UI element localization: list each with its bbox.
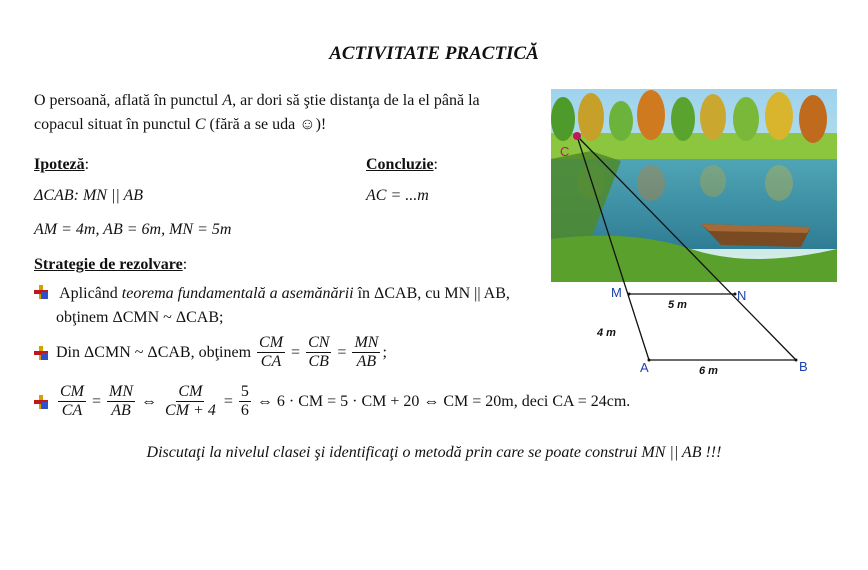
fraction-5-6: $\frac{5}{6}$ (240, 383, 249, 419)
strategy-step-1: Aplicând teorema fundamentală a asemănării în ΔCAB, cu MN || AB, (34, 285, 510, 303)
intro-line-2: copacul situat în punctul C (fără a se uda ☺)! (34, 116, 327, 133)
label-point-n: N (737, 288, 747, 303)
label-point-a: A (640, 360, 649, 375)
intro-line-1: O persoană, aflată în punctul A, ar dori să ştie distanţa de la el până la (34, 92, 480, 109)
label-point-c: C (560, 144, 570, 159)
fraction-cm-ca: $\frac{CM}{CA}$ (259, 334, 284, 370)
fraction-cm-ca: $\frac{CM}{CA}$ (60, 383, 84, 419)
fraction-mn-ab: $\frac{MN}{AB}$ (109, 383, 134, 419)
fraction-cn-cb: $\frac{CN}{CB}$ (308, 334, 330, 370)
strategy-step-2: Din ΔCMN ~ ΔCAB, obţinem $\frac{CM}{CA}$ = $\frac{CN}{CB}$ = $\frac{MN}{AB}$ ; (34, 334, 387, 371)
concluzie-value: AC = ...m (366, 187, 429, 204)
ipoteza-line-1: ΔCAB: MN || AB (34, 187, 143, 204)
bullet-icon (34, 395, 48, 409)
label-point-m: M (611, 285, 622, 300)
concluzie-heading: Concluzie: (366, 156, 438, 173)
page-title: ACTIVITATE PRACTICĂ (329, 43, 539, 64)
strategie-heading: Strategie de rezolvare: (34, 256, 188, 273)
label-point-b: B (799, 359, 808, 374)
label-am-length: 4 m (597, 327, 616, 339)
ipoteza-heading: Ipoteză: (34, 156, 90, 173)
fraction-cm-cm4: $\frac{CM}{CM + 4}$ (165, 383, 216, 419)
fraction-mn-ab: $\frac{MN}{AB}$ (354, 334, 379, 370)
label-ab-length: 6 m (699, 365, 718, 377)
bullet-icon (34, 346, 48, 360)
bullet-icon (34, 285, 48, 299)
label-mn-length: 5 m (668, 299, 687, 311)
strategy-step-1-cont: obţinem ΔCMN ~ ΔCAB; (56, 309, 224, 326)
footer-note: Discutaţi la nivelul clasei şi identificaţi o metodă prin care se poate construi MN || AB !!! (146, 444, 722, 461)
strategy-step-3: $\frac{CM}{CA}$ = $\frac{MN}{AB}$ ⇔ $\frac{CM}{CM + 4}$ = $\frac{5}{6}$ ⇔ 6 · CM = 5 · CM + 20 ⇔ CM = 20m, deci CA = 24cm. (34, 383, 630, 420)
geometry-diagram (551, 89, 851, 389)
point-c-marker (573, 132, 581, 140)
ipoteza-line-2: AM = 4m, AB = 6m, MN = 5m (34, 221, 232, 238)
